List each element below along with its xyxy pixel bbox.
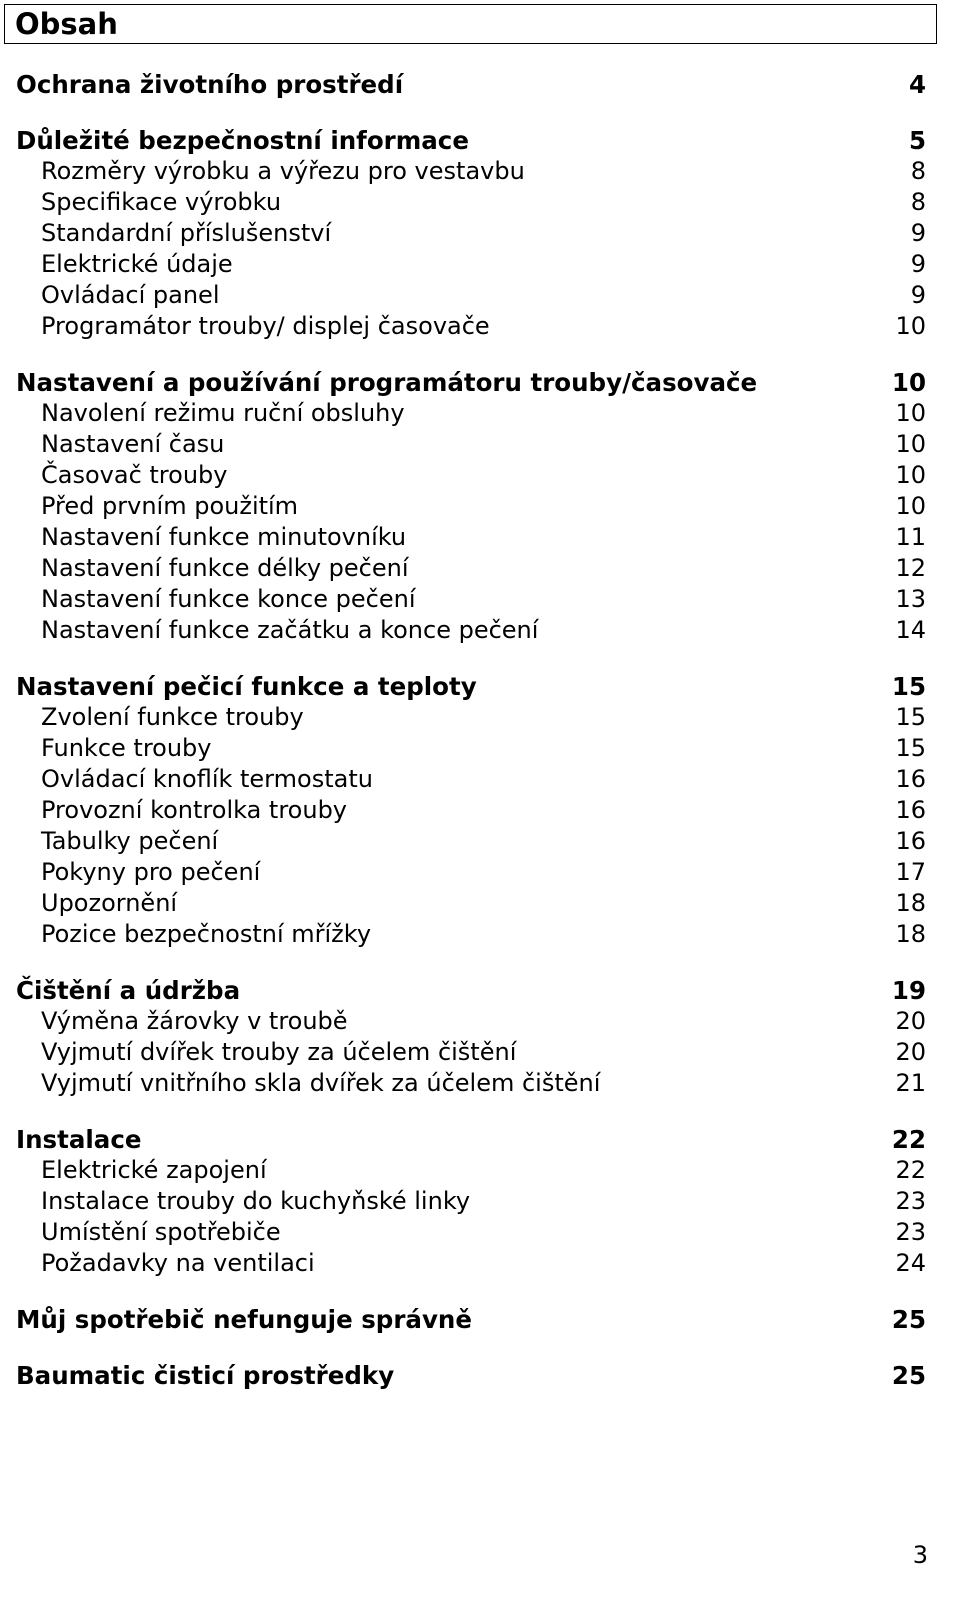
toc-entry-label: Tabulky pečení (41, 827, 219, 855)
toc-heading-label: Baumatic čisticí prostředky (16, 1361, 395, 1390)
toc-heading-page: 15 (891, 672, 926, 701)
toc-entry-label: Standardní příslušenství (41, 219, 332, 247)
toc-entry-row[interactable] (16, 1186, 926, 1217)
toc-entry-page: 15 (895, 703, 926, 731)
toc-entry-page: 16 (895, 796, 926, 824)
toc-entry-page: 12 (895, 554, 926, 582)
toc-entry-row[interactable] (16, 1155, 926, 1186)
toc-entry-page: 8 (910, 188, 926, 216)
toc-entry-page: 20 (895, 1007, 926, 1035)
toc-section (16, 367, 926, 646)
toc-entry-row[interactable] (16, 187, 926, 218)
toc-entry-row[interactable] (16, 733, 926, 764)
toc-entry-row[interactable] (16, 584, 926, 615)
toc-entry-label: Provozní kontrolka trouby (41, 796, 347, 824)
toc-heading-row[interactable] (16, 671, 926, 702)
toc-heading-page: 5 (908, 126, 926, 155)
toc-entry-label: Nastavení času (41, 430, 225, 458)
toc-entry-label: Výměna žárovky v troubě (41, 1007, 348, 1035)
toc-entry-page: 8 (910, 157, 926, 185)
toc-entry-page: 11 (895, 523, 926, 551)
toc-heading-row[interactable] (16, 367, 926, 398)
toc-section (16, 975, 926, 1099)
toc-entry-row[interactable] (16, 522, 926, 553)
toc-heading-label: Nastavení a používání programátoru trouby/časovače (16, 368, 758, 397)
toc-entry-page: 10 (895, 492, 926, 520)
toc-section (16, 1304, 926, 1335)
toc-entry-row[interactable] (16, 919, 926, 950)
toc-entry-row[interactable] (16, 857, 926, 888)
toc-section (16, 69, 926, 100)
toc-entry-page: 14 (895, 616, 926, 644)
toc-entry-page: 18 (895, 889, 926, 917)
toc-entry-row[interactable] (16, 218, 926, 249)
toc-entry-row[interactable] (16, 1037, 926, 1068)
toc-heading-page: 25 (891, 1305, 926, 1334)
toc-entry-page: 10 (895, 399, 926, 427)
toc-entry-row[interactable] (16, 764, 926, 795)
toc-entry-label: Zvolení funkce trouby (41, 703, 304, 731)
toc-heading-label: Důležité bezpečnostní informace (16, 126, 469, 155)
toc-entry-label: Nastavení funkce minutovníku (41, 523, 407, 551)
toc-heading-label: Nastavení pečicí funkce a teploty (16, 672, 477, 701)
toc-entry-row[interactable] (16, 156, 926, 187)
toc-section (16, 1124, 926, 1279)
toc-heading-label: Čištění a údržba (16, 976, 241, 1005)
toc-entry-row[interactable] (16, 1217, 926, 1248)
toc-entry-page: 24 (895, 1249, 926, 1277)
toc-entry-row[interactable] (16, 795, 926, 826)
toc-entry-row[interactable] (16, 1068, 926, 1099)
toc-entry-label: Vyjmutí dvířek trouby za účelem čištění (41, 1038, 517, 1066)
toc-entry-page: 18 (895, 920, 926, 948)
toc-heading-row[interactable] (16, 125, 926, 156)
toc-entry-row[interactable] (16, 491, 926, 522)
toc-section (16, 671, 926, 950)
table-of-contents (16, 69, 926, 1416)
toc-entry-page: 16 (895, 827, 926, 855)
toc-entry-label: Funkce trouby (41, 734, 212, 762)
toc-entry-row[interactable] (16, 553, 926, 584)
toc-entry-page: 17 (895, 858, 926, 886)
toc-heading-page: 22 (891, 1125, 926, 1154)
toc-heading-page: 4 (908, 70, 926, 99)
toc-entry-label: Časovač trouby (41, 461, 228, 489)
toc-entry-row[interactable] (16, 311, 926, 342)
toc-entry-label: Elektrické údaje (41, 250, 233, 278)
toc-entry-page: 9 (910, 250, 926, 278)
toc-entry-row[interactable] (16, 460, 926, 491)
toc-entry-row[interactable] (16, 702, 926, 733)
toc-entry-row[interactable] (16, 429, 926, 460)
toc-entry-label: Navolení režimu ruční obsluhy (41, 399, 405, 427)
toc-entry-label: Nastavení funkce konce pečení (41, 585, 416, 613)
toc-entry-label: Pozice bezpečnostní mřížky (41, 920, 372, 948)
toc-title: Obsah (15, 6, 118, 41)
toc-entry-label: Ovládací knoflík termostatu (41, 765, 373, 793)
toc-heading-row[interactable] (16, 975, 926, 1006)
toc-entry-label: Nastavení funkce délky pečení (41, 554, 409, 582)
toc-entry-row[interactable] (16, 888, 926, 919)
toc-heading-row[interactable] (16, 69, 926, 100)
toc-entry-page: 9 (910, 281, 926, 309)
toc-heading-page: 19 (891, 976, 926, 1005)
toc-heading-page: 10 (891, 368, 926, 397)
toc-entry-page: 15 (895, 734, 926, 762)
toc-entry-label: Instalace trouby do kuchyňské linky (41, 1187, 471, 1215)
toc-section (16, 125, 926, 342)
toc-entry-page: 23 (895, 1187, 926, 1215)
toc-entry-label: Pokyny pro pečení (41, 858, 261, 886)
toc-entry-label: Vyjmutí vnitřního skla dvířek za účelem čištění (41, 1069, 601, 1097)
toc-entry-page: 16 (895, 765, 926, 793)
toc-entry-page: 10 (895, 430, 926, 458)
toc-entry-row[interactable] (16, 615, 926, 646)
toc-entry-row[interactable] (16, 398, 926, 429)
toc-entry-row[interactable] (16, 826, 926, 857)
toc-entry-label: Požadavky na ventilaci (41, 1249, 315, 1277)
toc-entry-page: 23 (895, 1218, 926, 1246)
toc-entry-label: Ovládací panel (41, 281, 220, 309)
toc-entry-row[interactable] (16, 249, 926, 280)
toc-entry-row[interactable] (16, 1006, 926, 1037)
toc-heading-row[interactable] (16, 1304, 926, 1335)
toc-entry-row[interactable] (16, 1248, 926, 1279)
toc-heading-page: 25 (891, 1361, 926, 1390)
toc-heading-row[interactable] (16, 1360, 926, 1391)
toc-entry-page: 9 (910, 219, 926, 247)
toc-entry-row[interactable] (16, 280, 926, 311)
toc-entry-label: Nastavení funkce začátku a konce pečení (41, 616, 539, 644)
toc-entry-page: 22 (895, 1156, 926, 1184)
toc-heading-label: Ochrana životního prostředí (16, 70, 404, 99)
toc-entry-page: 20 (895, 1038, 926, 1066)
toc-section (16, 1360, 926, 1391)
toc-entry-page: 10 (895, 312, 926, 340)
toc-entry-label: Před prvním použitím (41, 492, 299, 520)
toc-entry-label: Elektrické zapojení (41, 1156, 267, 1184)
toc-entry-label: Specifikace výrobku (41, 188, 282, 216)
toc-heading-label: Můj spotřebič nefunguje správně (16, 1305, 472, 1334)
toc-entry-page: 21 (895, 1069, 926, 1097)
toc-title-box (4, 4, 937, 44)
toc-heading-label: Instalace (16, 1125, 142, 1154)
toc-entry-label: Rozměry výrobku a výřezu pro vestavbu (41, 157, 525, 185)
page-number: 3 (912, 1541, 928, 1569)
toc-entry-page: 10 (895, 461, 926, 489)
toc-entry-label: Upozornění (41, 889, 178, 917)
toc-entry-label: Programátor trouby/ displej časovače (41, 312, 490, 340)
toc-entry-label: Umístění spotřebiče (41, 1218, 281, 1246)
toc-entry-page: 13 (895, 585, 926, 613)
toc-heading-row[interactable] (16, 1124, 926, 1155)
